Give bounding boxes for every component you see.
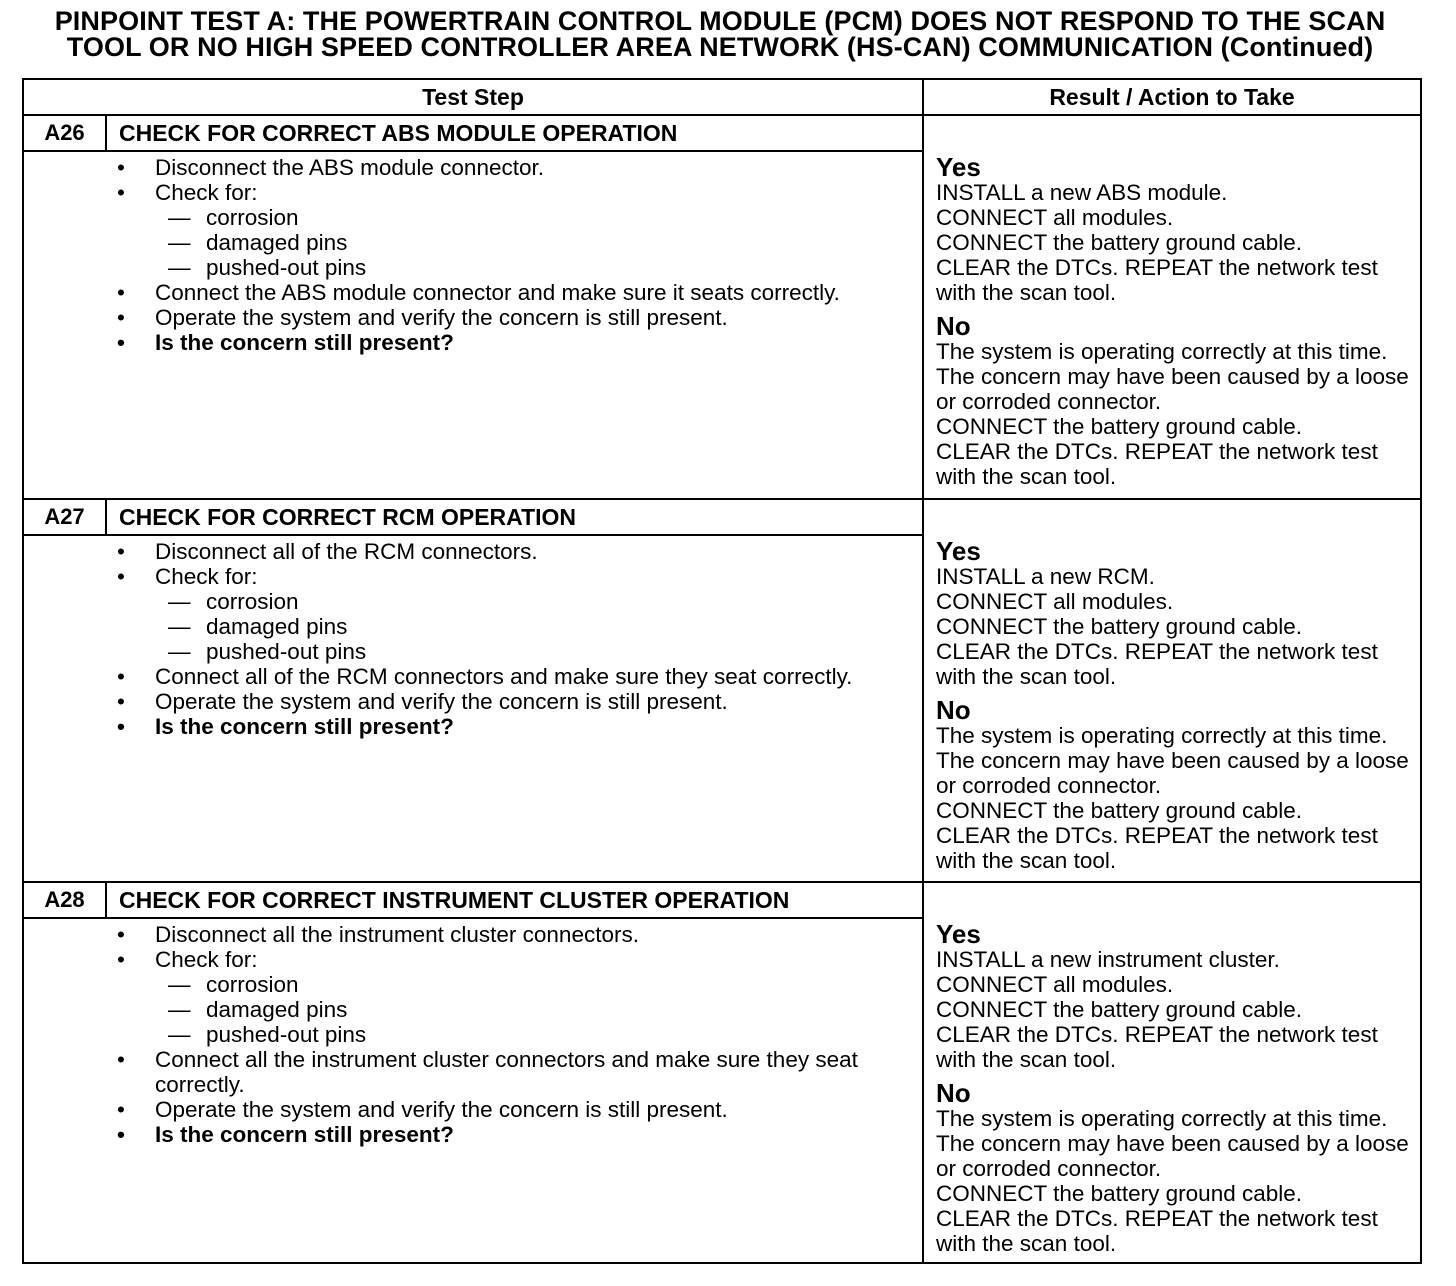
step-header [24,500,922,536]
dash-icon: — [168,639,191,664]
list-item: • Connect the ABS module connector and make sure it seats correctly. [117,280,840,305]
dash-icon: — [168,614,191,639]
yes-label: Yes [936,152,981,182]
list-item-question: • Is the concern still present? [117,330,454,355]
title-line-1: PINPOINT TEST A: THE POWERTRAIN CONTROL MODULE (PCM) DOES NOT RESPOND TO THE SCAN [54,6,1386,36]
no-action: The system is operating correctly at this time. The concern may have been caused by a loose or corroded connector. CONNECT the battery ground cable. CLEAR the DTCs. REPEAT the network test with the scan tool. [936,723,1409,873]
test-step-a28 [24,883,1420,1262]
step-id: A27 [24,500,107,534]
bullet-icon: • [117,1097,125,1122]
step-header [24,883,922,919]
bullet-icon: • [117,305,125,330]
step-instructions [24,155,922,355]
step-header [24,116,922,152]
dash-icon: — [168,205,191,230]
list-item: • Disconnect all of the RCM connectors. [117,539,538,564]
dash-icon: — [168,997,191,1022]
dash-icon: — [168,255,191,280]
list-subitem: — pushed-out pins [168,639,367,664]
list-item: • Disconnect the ABS module connector. [117,155,544,180]
bullet-icon: • [117,922,125,947]
dash-icon: — [168,230,191,255]
bullet-icon: • [117,180,125,205]
list-item: • Check for: [117,180,258,205]
title-line-2: TOOL OR NO HIGH SPEED CONTROLLER AREA NETWORK (HS-CAN) COMMUNICATION (Continued) [66,32,1374,62]
pinpoint-test-table [22,78,1422,1264]
list-item: • Disconnect all the instrument cluster connectors. [117,922,639,947]
list-item: • Connect all of the RCM connectors and make sure they seat correctly. [117,664,853,689]
list-subitem: — pushed-out pins [168,255,367,280]
list-item: • Check for: [117,564,258,589]
list-subitem: — corrosion [168,972,299,997]
list-item: • Check for: [117,947,258,972]
bullet-icon: • [117,330,125,355]
no-action: The system is operating correctly at this time. The concern may have been caused by a loose or corroded connector. CONNECT the battery ground cable. CLEAR the DTCs. REPEAT the network test with the scan tool. [936,1106,1409,1256]
step-id: A28 [24,883,107,917]
no-action: The system is operating correctly at this time. The concern may have been caused by a loose or corroded connector. CONNECT the battery ground cable. CLEAR the DTCs. REPEAT the network test with the scan tool. [936,339,1409,489]
table-header [24,80,1420,116]
bullet-icon: • [117,564,125,589]
page-title [0,8,1440,60]
list-item: • Operate the system and verify the concern is still present. [117,689,728,714]
no-label: No [936,695,971,725]
step-result [936,538,1416,873]
step-instructions [24,922,922,1147]
list-item: • Connect all the instrument cluster connectors and make sure they seat correctly. [117,1047,858,1097]
list-item: • Operate the system and verify the concern is still present. [117,1097,728,1122]
bullet-icon: • [117,664,125,689]
bullet-icon: • [117,714,125,739]
bullet-icon: • [117,1122,125,1147]
no-label: No [936,1078,971,1108]
list-subitem: — pushed-out pins [168,1022,367,1047]
step-title: CHECK FOR CORRECT RCM OPERATION [119,504,577,530]
list-subitem: — corrosion [168,205,299,230]
step-result [936,154,1416,489]
step-result [936,921,1416,1256]
test-step-a26 [24,116,1420,500]
yes-action: INSTALL a new ABS module. CONNECT all modules. CONNECT the battery ground cable. CLEAR the DTCs. REPEAT the network test with the scan tool. [936,180,1378,305]
dash-icon: — [168,1022,191,1047]
list-item-question: • Is the concern still present? [117,714,454,739]
yes-action: INSTALL a new instrument cluster. CONNECT all modules. CONNECT the battery ground cable. CLEAR the DTCs. REPEAT the network test with the scan tool. [936,947,1378,1072]
bullet-icon: • [117,539,125,564]
list-item-question: • Is the concern still present? [117,1122,454,1147]
header-test-step: Test Step [422,84,524,110]
list-item: • Operate the system and verify the concern is still present. [117,305,728,330]
yes-action: INSTALL a new RCM. CONNECT all modules. CONNECT the battery ground cable. CLEAR the DTCs. REPEAT the network test with the scan tool. [936,564,1378,689]
yes-label: Yes [936,919,981,949]
dash-icon: — [168,972,191,997]
step-id: A26 [24,116,107,150]
header-result-action: Result / Action to Take [1049,84,1295,110]
list-subitem: — corrosion [168,589,299,614]
list-subitem: — damaged pins [168,614,348,639]
no-label: No [936,311,971,341]
step-title: CHECK FOR CORRECT ABS MODULE OPERATION [119,120,678,146]
bullet-icon: • [117,947,125,972]
test-step-a27 [24,500,1420,883]
dash-icon: — [168,589,191,614]
bullet-icon: • [117,1047,125,1072]
bullet-icon: • [117,689,125,714]
step-title: CHECK FOR CORRECT INSTRUMENT CLUSTER OPERATION [119,887,790,913]
list-subitem: — damaged pins [168,230,348,255]
step-instructions [24,539,922,739]
bullet-icon: • [117,155,125,180]
list-subitem: — damaged pins [168,997,348,1022]
yes-label: Yes [936,536,981,566]
bullet-icon: • [117,280,125,305]
